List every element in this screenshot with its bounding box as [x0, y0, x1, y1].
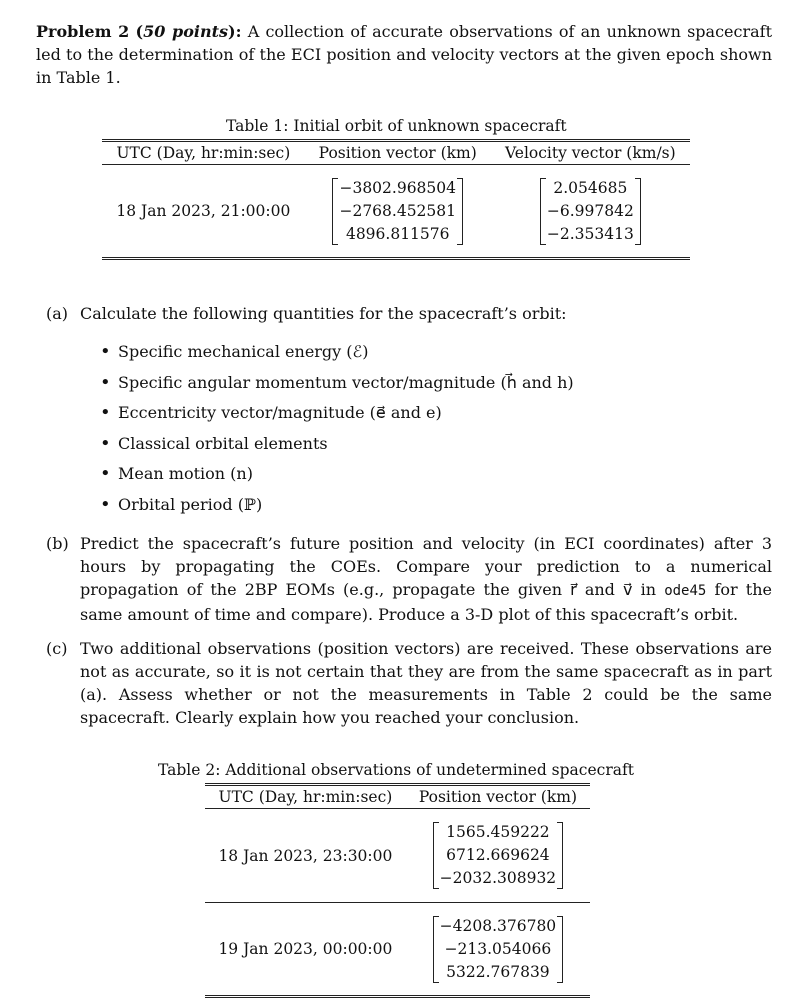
table2-caption: Table 2: Additional observations of undetermined spacecraft [158, 761, 634, 779]
part-b [46, 532, 772, 626]
table1-time: 18 Jan 2023, 21:00:00 [116, 202, 291, 220]
list-item: • Classical orbital elements [100, 432, 574, 463]
velocity-vector: 2.054685 −6.997842 −2.353413 [540, 177, 641, 246]
table1 [102, 139, 690, 260]
list-item: • Specific mechanical energy (ℰ) [100, 340, 574, 371]
part-a-text: Calculate the following quantities for the spacecraft’s orbit: [80, 304, 567, 323]
table-row [102, 165, 690, 259]
list-item: • Orbital period (ℙ) [100, 493, 574, 524]
part-c-text: Two additional observations (position vectors) are received. These observations are not as accurate, so it is not certain that they are from the same spacecraft as in part (a). Assess whether or not the measurements in Table 2 could be the same spacecraft. Clearly explain how you reached your conclusion. [80, 639, 772, 727]
ode45-code: ode45 [664, 583, 707, 599]
list-item: • Specific angular momentum vector/magnitude (h⃗ and h) [100, 371, 574, 402]
problem-intro: Problem 2 (50 points): A collection of accurate observations of an unknown spacecraft led to the determination of the ECI position and velocity vectors at the given epoch shown in Table 1. [36, 22, 773, 87]
position-vector: −3802.968504 −2768.452581 4896.811576 [332, 177, 463, 246]
table1-header-position: Position vector (km) [318, 144, 477, 162]
list-item: • Eccentricity vector/magnitude (e⃗ and e) [100, 401, 574, 432]
list-item: • Mean motion (n) [100, 462, 574, 493]
table-row [205, 809, 590, 903]
table1-caption: Table 1: Initial orbit of unknown spacecraft [226, 117, 567, 135]
position-vector: −4208.376780 −213.054066 5322.767839 [433, 915, 564, 984]
table2-row1-time: 18 Jan 2023, 23:30:00 [218, 846, 393, 865]
table1-header-utc: UTC (Day, hr:min:sec) [116, 144, 291, 162]
table2-row2-time: 19 Jan 2023, 00:00:00 [218, 940, 393, 958]
problem-points: 50 points [143, 22, 229, 41]
table1-header-velocity: Velocity vector (km/s) [505, 144, 676, 162]
problem-number: Problem 2 [36, 22, 130, 41]
part-a [46, 302, 772, 325]
table2-header-utc: UTC (Day, hr:min:sec) [218, 788, 393, 806]
part-a-label: (a) [46, 304, 69, 323]
problem-text: A collection of accurate observations of an unknown spacecraft led to the determination of the ECI position and velocity vectors at the given epoch shown in Table 1. [36, 22, 773, 87]
table-row [205, 903, 590, 997]
table2 [205, 783, 590, 998]
part-b-text: Predict the spacecraft’s future position and velocity (in ECI coordinates) after 3 hours by propagating the COEs. Compare your prediction to a numerical propagation of the 2BP EOMs (e.g., propagate the given r⃗ and v⃗ in ode45 for the same amount of time and compare). Produce a 3-D plot of this spacecraft’s orbit. [80, 534, 773, 624]
part-c [46, 637, 772, 729]
part-a-list [100, 340, 574, 523]
table2-header-position: Position vector (km) [418, 788, 577, 806]
part-c-label: (c) [46, 639, 68, 658]
position-vector: 1565.459222 6712.669624 −2032.308932 [433, 821, 564, 890]
part-b-label: (b) [46, 534, 69, 553]
